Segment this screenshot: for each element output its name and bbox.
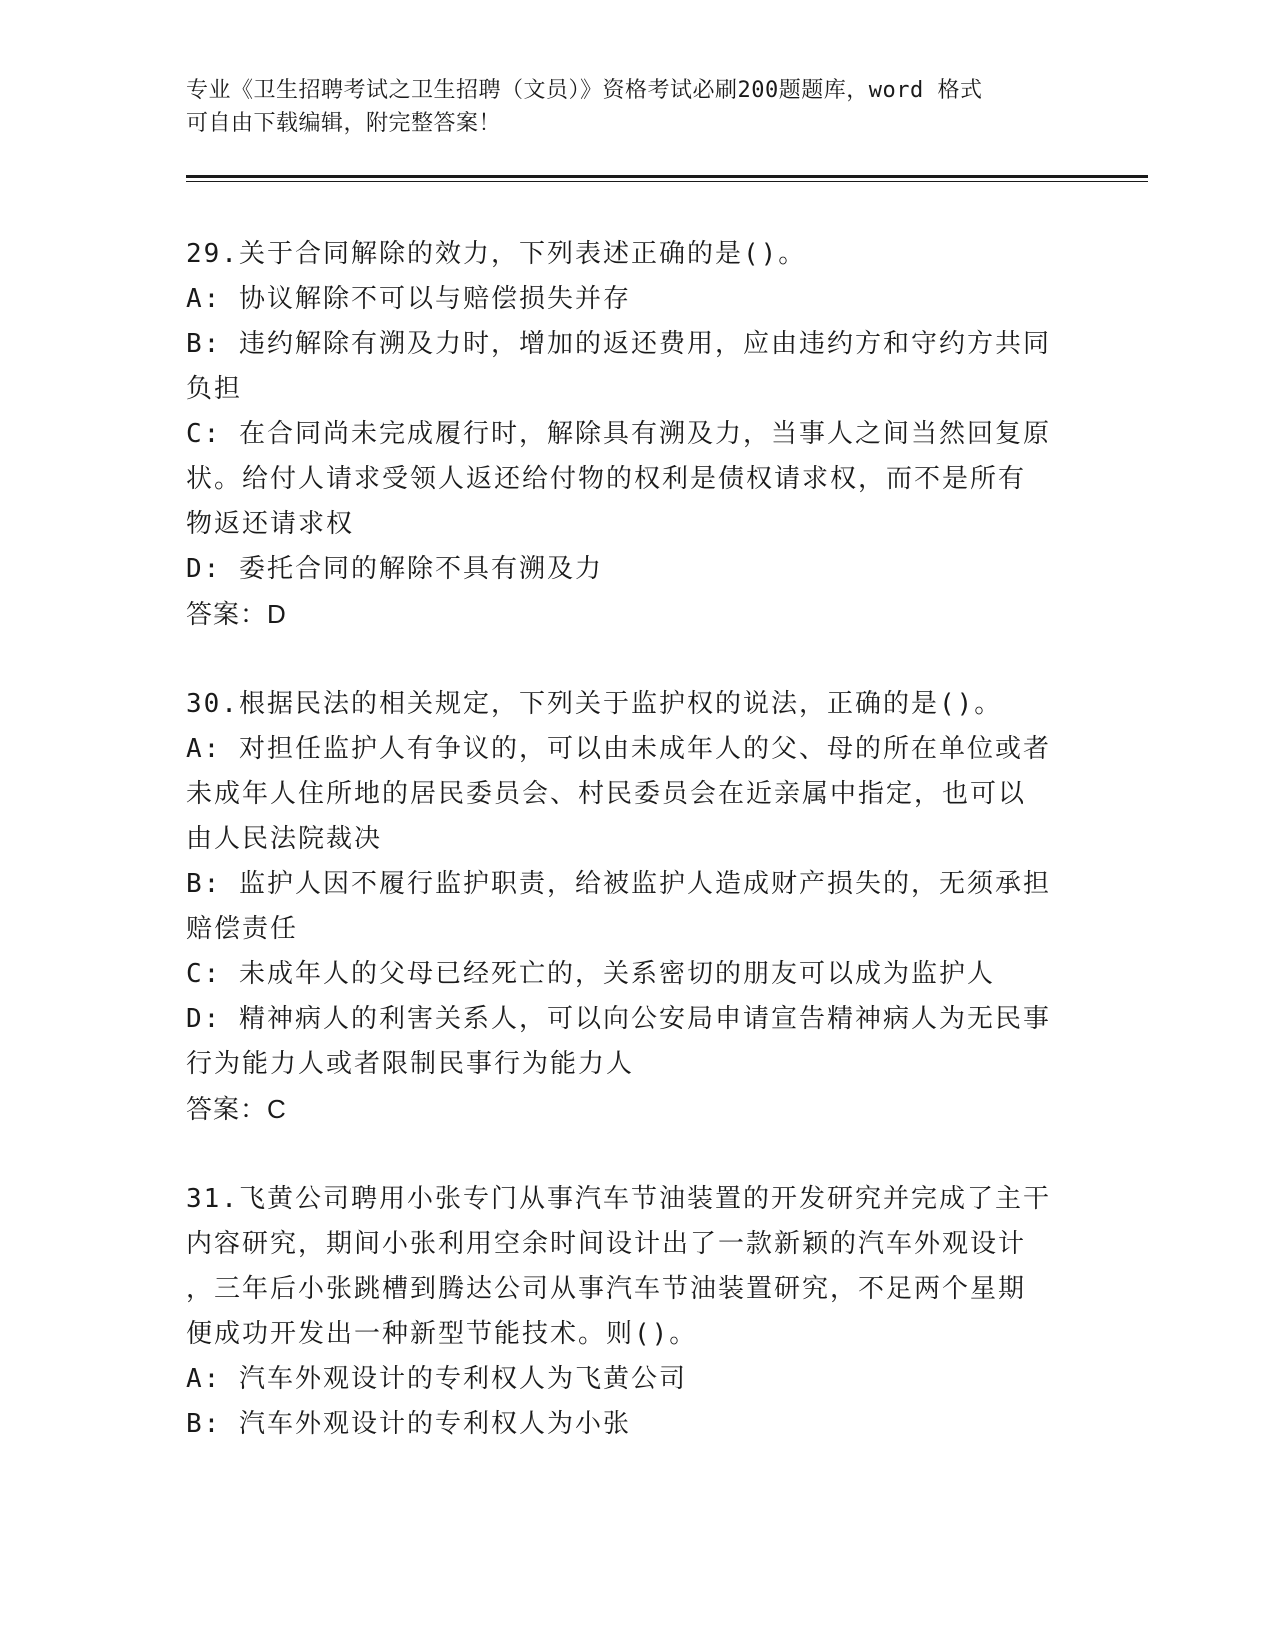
question-text-line: ，三年后小张跳槽到腾达公司从事汽车节油装置研究，不足两个星期 — [186, 1274, 1027, 1304]
question-text-line: C: 未成年人的父母已经死亡的，关系密切的朋友可以成为监护人 — [186, 959, 995, 989]
question-text-line: C: 在合同尚未完成履行时，解除具有溯及力，当事人之间当然回复原 — [186, 419, 1051, 449]
header-line-2: 可自由下载编辑，附完整答案！ — [186, 111, 502, 136]
header-divider-thin — [186, 181, 1148, 182]
question-text-line: D: 精神病人的利害关系人，可以向公安局申请宣告精神病人为无民事 — [186, 1004, 1051, 1034]
question-stem-line: 30.根据民法的相关规定，下列关于监护权的说法，正确的是()。 — [186, 689, 1003, 719]
header-line-1: 专业《卫生招聘考试之卫生招聘（文员）》资格考试必刷200题题库，word 格式 — [186, 78, 983, 103]
question-text-line: 赔偿责任 — [186, 914, 299, 944]
answer-line: 答案：C — [186, 1094, 287, 1124]
question-text-line: A: 汽车外观设计的专利权人为飞黄公司 — [186, 1364, 687, 1394]
question-text-line: B: 监护人因不履行监护职责，给被监护人造成财产损失的，无须承担 — [186, 869, 1051, 899]
question-list — [186, 232, 1086, 1447]
question-block — [186, 1177, 1086, 1447]
header-divider-thick — [186, 175, 1148, 178]
question-text-line: A: 协议解除不可以与赔偿损失并存 — [186, 284, 631, 314]
question-block — [186, 682, 1086, 1177]
question-text-line: A: 对担任监护人有争议的，可以由未成年人的父、母的所在单位或者 — [186, 734, 1051, 764]
question-text-line: 负担 — [186, 374, 243, 404]
question-text-line: 物返还请求权 — [186, 509, 355, 539]
question-text-line: 便成功开发出一种新型节能技术。则()。 — [186, 1319, 698, 1349]
question-spacer — [186, 637, 1086, 682]
answer-line: 答案：D — [186, 599, 287, 629]
question-spacer — [186, 1132, 1086, 1177]
document-header — [186, 74, 1066, 140]
question-text-line: 行为能力人或者限制民事行为能力人 — [186, 1049, 635, 1079]
question-text-line: B: 违约解除有溯及力时，增加的返还费用，应由违约方和守约方共同 — [186, 329, 1051, 359]
question-text-line: D: 委托合同的解除不具有溯及力 — [186, 554, 603, 584]
question-text-line: 内容研究，期间小张利用空余时间设计出了一款新颖的汽车外观设计 — [186, 1229, 1027, 1259]
question-text-line: 由人民法院裁决 — [186, 824, 383, 854]
question-stem-line: 31.飞黄公司聘用小张专门从事汽车节油装置的开发研究并完成了主干 — [186, 1184, 1051, 1214]
question-text-line: 未成年人住所地的居民委员会、村民委员会在近亲属中指定，也可以 — [186, 779, 1027, 809]
question-block — [186, 232, 1086, 682]
question-stem-line: 29.关于合同解除的效力，下列表述正确的是()。 — [186, 239, 807, 269]
question-text-line: 状。给付人请求受领人返还给付物的权利是债权请求权，而不是所有 — [186, 464, 1027, 494]
question-text-line: B: 汽车外观设计的专利权人为小张 — [186, 1409, 631, 1439]
